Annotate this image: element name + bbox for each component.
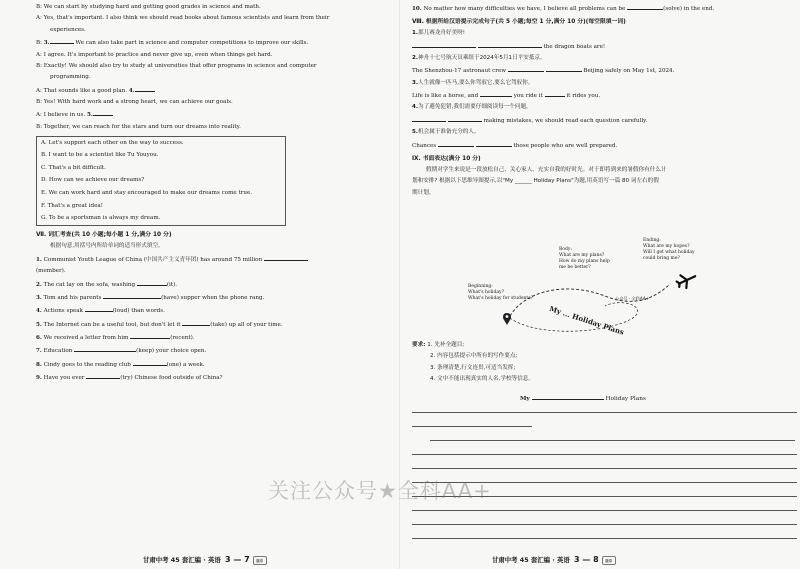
- sentence-5-cn: 5.机会属于准备充分的人。: [412, 129, 480, 136]
- option-f: F. That's a great idea!: [41, 202, 103, 209]
- dialogue-line: B: We can start by studying hard and getting good grades in science and math.: [36, 4, 261, 10]
- essay-prompt-line-1: 假期对学生来说是一段放松自己、关心家人、充实自我的好时光。对于即将到来的暑假你有什么计: [426, 166, 667, 173]
- holiday-plans-mindmap: [455, 236, 725, 341]
- sentence-1-en: the dragon boats are!: [412, 42, 770, 51]
- vocab-blank-4[interactable]: [85, 306, 113, 312]
- requirements: [412, 342, 772, 388]
- sentence-blank-3a[interactable]: [480, 91, 512, 97]
- map-pin-icon: [503, 313, 511, 325]
- vocab-item-9: 9. Have you ever (try) Chinese food outside of China?: [36, 375, 223, 382]
- sentence-blank-4a[interactable]: [412, 116, 446, 122]
- requirement-item: 4. 文中不能出现真实的人名,学校等信息。: [430, 376, 534, 383]
- vocab-item-6: 6. We received a letter from him (recent).: [36, 335, 195, 342]
- beginning-node: Beginning: What's holiday? What's holiday for students?: [468, 284, 533, 301]
- dialogue-line: experiences.: [50, 26, 86, 33]
- body-node: Body: What are my plans? How do my plans help me be better?: [559, 247, 610, 270]
- sentence-blank-3b[interactable]: [545, 91, 565, 97]
- vocab-item-5: 5. The Internet can be a useful tool, but don't let it (take) up all of your time.: [36, 321, 283, 328]
- sentence-5-en: Chances those people who are well prepared.: [412, 142, 618, 149]
- vocab-blank-9[interactable]: [86, 373, 120, 379]
- vocab-item-7: 7. Education (keep) your choice open.: [36, 348, 207, 355]
- dialogue-line: A: Yes, that's important. I also think we should read books about famous scientists and learn from their: [36, 15, 330, 22]
- seal-icon: 徽章: [253, 556, 267, 565]
- vocab-item-8: 8. Cindy goes to the reading club (one) a week.: [36, 361, 205, 368]
- section-9-title: Ⅸ. 书面表达(满分 10 分): [412, 155, 481, 162]
- section-7-instruction: 根据句意,用括号内所给单词的适当形式填空。: [50, 243, 164, 250]
- essay-prompt-line-3: 期计划。: [412, 189, 435, 196]
- sentence-blank-1a[interactable]: [412, 42, 476, 48]
- requirement-item: 2. 内容包括提示中所有的写作要点;: [430, 353, 518, 360]
- page-footer-right: 甘肃中考 45 套汇编 · 英语 3 — 8 徽章: [492, 555, 616, 565]
- writing-line[interactable]: [412, 524, 797, 525]
- sentence-blank-1b[interactable]: [478, 42, 542, 48]
- option-c: C. That's a bit difficult.: [41, 164, 106, 171]
- essay-prompt-line-2: 划和安排? 根据以下思维导图提示,以"My ______ Holiday Plans"为题,用英语写一篇 80 词左右的假: [412, 178, 659, 185]
- dialogue-line: B: Exactly! We should also try to study at universities that offer programs in science and computer: [36, 62, 317, 69]
- writing-line[interactable]: [412, 468, 797, 469]
- requirement-item: 3. 条理清楚,行文连贯,可适当发挥;: [430, 364, 516, 371]
- vocab-item-1: 1. Communist Youth League of China (中国共产主义青年团) has around 75 million: [36, 255, 390, 264]
- dialogue-line: B: Together, we can reach for the stars and turn our dreams into reality.: [36, 123, 241, 130]
- sentence-1-cn: 1.那儿赛龙舟好美呀!: [412, 30, 466, 37]
- sentence-blank-2b[interactable]: [546, 66, 582, 72]
- writing-line[interactable]: [412, 426, 532, 427]
- answer-blank-3[interactable]: [50, 38, 74, 44]
- watermark: 关注公众号★全科AA+: [268, 479, 492, 503]
- seal-icon: 徽章: [602, 556, 616, 565]
- dialogue-line: B: 3. We can also take part in science and computer competitions to improve our skills.: [36, 40, 309, 47]
- answer-blank-4[interactable]: [135, 86, 155, 92]
- path-title: My ... Holiday Plans: [548, 304, 626, 337]
- sentence-blank-4b[interactable]: [448, 116, 482, 122]
- sentence-blank-2a[interactable]: [508, 66, 544, 72]
- sentence-3-cn: 3.人生就像一匹马,要么你驾驭它,要么它驾驭你。: [412, 79, 534, 86]
- vocab-blank-6[interactable]: [130, 333, 170, 339]
- vocab-item-10: 10. No matter how many difficulties we have, I believe all problems can be (solve) in the end.: [412, 6, 715, 12]
- vocab-blank-8[interactable]: [133, 360, 167, 366]
- writing-line[interactable]: [412, 538, 797, 539]
- dialogue-line: A: I believe in us. 5.: [36, 110, 390, 119]
- writing-line[interactable]: [430, 440, 795, 441]
- option-a: A. Let's support each other on the way to success.: [41, 139, 184, 146]
- ending-node: Ending: What are my hopes? Will I get what holiday could bring me?: [643, 238, 695, 261]
- vocab-blank-1[interactable]: [264, 255, 308, 261]
- option-b: B. I want to be a scientist like Tu Youyou.: [41, 152, 159, 159]
- vocab-blank-3[interactable]: [103, 293, 161, 299]
- airplane-icon: [675, 270, 698, 291]
- option-g: G. To be a sportsman is always my dream.: [41, 215, 161, 222]
- vocab-item-1-cont: (member).: [36, 268, 66, 275]
- sentence-2-cn: 2.神舟十七号航天员乘组于2024年5月1日平安抵京。: [412, 54, 546, 61]
- requirement-item: 要求: 1. 先补全题目;: [412, 342, 465, 348]
- answer-blank-5[interactable]: [93, 110, 113, 116]
- options-box: [36, 136, 286, 226]
- vocab-blank-2[interactable]: [137, 280, 167, 286]
- vocab-blank-5[interactable]: [182, 320, 210, 326]
- sentence-blank-5b[interactable]: [476, 141, 512, 147]
- option-e: E. We can work hard and stay encouraged to make our dreams come true.: [41, 190, 253, 197]
- writing-line[interactable]: [412, 454, 797, 455]
- sentence-2-en: The Shenzhou-17 astronaut crew Beijing safely on May 1st, 2024.: [412, 68, 675, 75]
- sentence-4-cn: 4.为了避免犯错,我们需要仔细阅读每一个问题。: [412, 104, 532, 111]
- sentence-3-en: Life is like a horse, and you ride it it rides you.: [412, 93, 601, 100]
- essay-title: My Holiday Plans: [520, 396, 646, 402]
- section-8-title: Ⅷ. 根据所给汉语提示完成句子(共 5 小题;每空 1 分,满分 10 分)(每空限填一词): [412, 18, 626, 25]
- option-d: D. How can we achieve our dreams?: [41, 177, 145, 184]
- section-7-title: Ⅶ. 词汇考查(共 10 小题;每小题 1 分,满分 10 分): [36, 232, 172, 239]
- dialogue-line: A: That sounds like a good plan. 4.: [36, 86, 390, 95]
- essay-title-blank[interactable]: [532, 394, 604, 400]
- vocab-item-2: 2. The cat lay on the sofa, washing (it).: [36, 281, 178, 288]
- mindmap-stamp: 公众号 · 全科AA+: [615, 296, 650, 301]
- dialogue-line: B: Yes! With hard work and a strong heart, we can achieve our goals.: [36, 99, 233, 105]
- vocab-item-4: 4. Actions speak (loud) than words.: [36, 308, 165, 315]
- sentence-blank-5a[interactable]: [438, 141, 474, 147]
- vocab-item-3: 3. Tom and his parents (have) supper when the phone rang.: [36, 294, 265, 301]
- dialogue-line: A: I agree. It's important to practice and never give up, even when things get hard.: [36, 51, 273, 58]
- vocab-blank-10[interactable]: [627, 4, 663, 10]
- writing-line[interactable]: [412, 510, 797, 511]
- sentence-4-en: making mistakes, we should read each question carefully.: [412, 116, 770, 125]
- writing-line[interactable]: [412, 412, 797, 413]
- page-footer-left: 甘肃中考 45 套汇编 · 英语 3 — 7 徽章: [143, 555, 267, 565]
- vocab-blank-7[interactable]: [74, 346, 136, 352]
- dialogue-line: programming.: [50, 74, 91, 81]
